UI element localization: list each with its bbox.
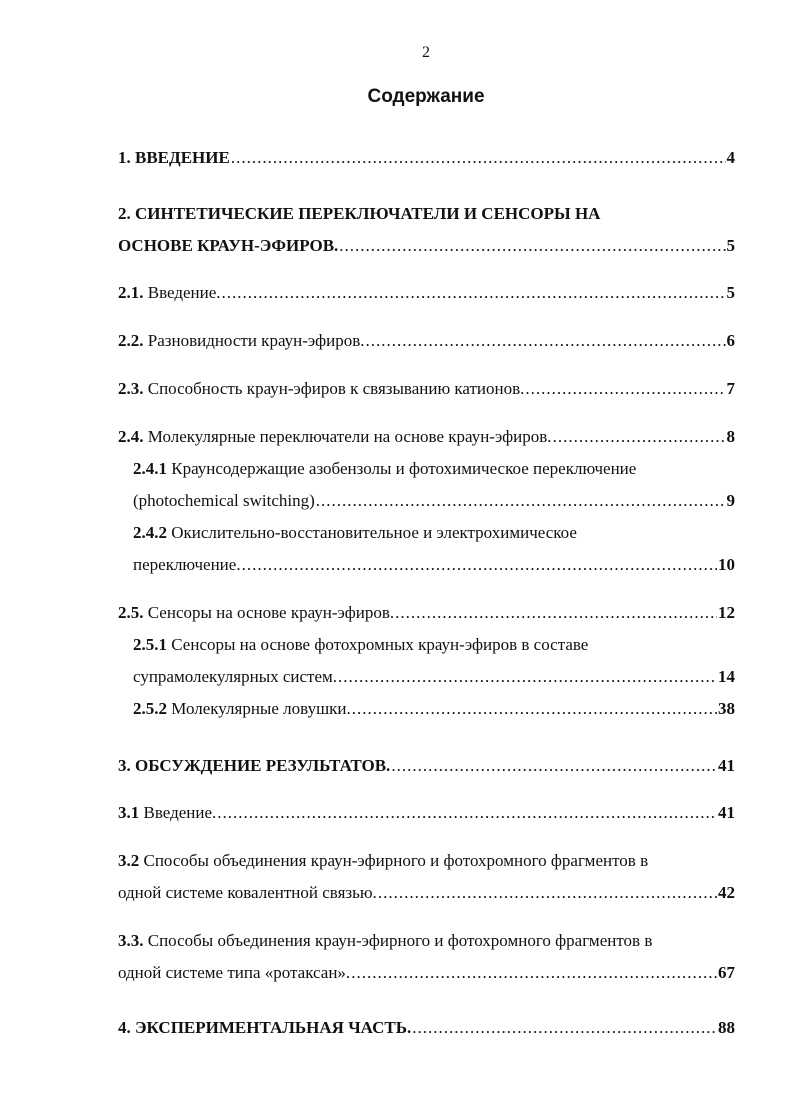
toc-entry-title-line2: переключение.: [133, 555, 241, 574]
dot-leader: [338, 661, 717, 693]
dot-leader: [391, 750, 717, 782]
toc-entry-number: 2.1.: [118, 283, 144, 302]
toc-entry-title-line1: СИНТЕТИЧЕСКИЕ ПЕРЕКЛЮЧАТЕЛИ И СЕНСОРЫ НА: [135, 204, 601, 223]
toc-entry-number: 2.4.1: [133, 459, 167, 478]
toc-entry-title-line1: Краунсодержащие азобензолы и фотохимическое переключение: [171, 459, 637, 478]
toc-entry-title: Сенсоры на основе краун-эфиров.: [147, 603, 395, 622]
toc-entry-1[interactable]: [118, 142, 735, 174]
toc-entry-2-3[interactable]: [118, 373, 735, 405]
dot-leader: [339, 230, 725, 262]
toc-entry-3-3[interactable]: [118, 925, 735, 989]
toc-entry-number: 2.5.1: [133, 635, 167, 654]
toc-entry-title: ОБСУЖДЕНИЕ РЕЗУЛЬТАТОВ.: [135, 756, 391, 775]
toc-entry-number: 2.2.: [118, 331, 144, 350]
toc-entry-title-line2: ОСНОВЕ КРАУН-ЭФИРОВ.: [118, 236, 339, 255]
dot-leader: [222, 277, 726, 309]
toc-entry-number: 2.3.: [118, 379, 144, 398]
toc-entry-title: Молекулярные переключатели на основе краун-эфиров.: [147, 427, 552, 446]
toc-entry-page: 5: [726, 236, 735, 255]
toc-entry-number: 2.5.: [118, 603, 144, 622]
toc-entry-title-line2: одной системе ковалентной связью.: [118, 883, 377, 902]
toc-entry-page: 8: [726, 427, 735, 446]
toc-entry-2-5-2[interactable]: [133, 693, 735, 725]
toc-entry-2-4[interactable]: [118, 421, 735, 453]
dot-leader: [378, 877, 717, 909]
toc-entry-3-2[interactable]: [118, 845, 735, 909]
dot-leader: [525, 373, 725, 405]
toc-entry-title-line1: Окислительно-восстановительное и электрохимическое: [171, 523, 577, 542]
toc-entry-title: ВВЕДЕНИЕ: [135, 148, 230, 167]
toc-entry-page: 10: [718, 555, 735, 574]
toc-entry-number: 3.3.: [118, 931, 144, 950]
dot-leader: [231, 142, 726, 174]
toc-entry-title: Молекулярные ловушки.: [171, 699, 351, 718]
toc-entry-2-4-1[interactable]: [133, 453, 735, 517]
toc-entry-page: 12: [718, 603, 735, 622]
toc-entry-number: 2.5.2: [133, 699, 167, 718]
toc-entry-title-line2: супрамолекулярных систем.: [133, 667, 338, 686]
toc-entry-title-line1: Способы объединения краун-эфирного и фотохромного фрагментов в: [147, 931, 653, 950]
toc-entry-title-line2: (photochemical switching): [133, 491, 315, 510]
toc-entry-page: 9: [726, 491, 735, 510]
toc-entry-number: 3.1: [118, 803, 140, 822]
toc-entry-2-5[interactable]: [118, 597, 735, 629]
dot-leader: [351, 957, 717, 989]
dot-leader: [242, 549, 717, 581]
toc-entry-page: 5: [726, 283, 735, 302]
toc-entry-2-1[interactable]: [118, 277, 735, 309]
toc-entry-number: 4.: [118, 1018, 131, 1037]
dot-leader: [217, 797, 717, 829]
toc-entry-page: 6: [726, 331, 735, 350]
toc-entry-page: 7: [726, 379, 735, 398]
toc-entry-2-4-2[interactable]: [133, 517, 735, 581]
toc-entry-2-5-1[interactable]: [133, 629, 735, 693]
toc-entry-number: 2.: [118, 204, 131, 223]
toc-entry-title: Введение.: [147, 283, 221, 302]
toc-entry-3[interactable]: [118, 750, 735, 782]
toc-entry-page: 88: [718, 1018, 735, 1037]
toc-entry-page: 41: [718, 803, 735, 822]
toc-entry-title: ЭКСПЕРИМЕНТАЛЬНАЯ ЧАСТЬ.: [135, 1018, 412, 1037]
toc-entry-2[interactable]: [118, 198, 735, 262]
toc-entry-page: 41: [718, 756, 735, 775]
dot-leader: [365, 325, 725, 357]
dot-leader: [395, 597, 717, 629]
toc-entry-4[interactable]: [118, 1012, 735, 1044]
toc-entry-number: 3.2: [118, 851, 140, 870]
dot-leader: [412, 1012, 717, 1044]
toc-entry-page: 4: [726, 148, 735, 167]
page-number: 2: [422, 44, 430, 61]
toc-entry-title: Способность краун-эфиров к связыванию катионов.: [147, 379, 525, 398]
toc-entry-number: 3.: [118, 756, 131, 775]
toc-entry-2-2[interactable]: [118, 325, 735, 357]
toc-entry-title: Введение.: [143, 803, 217, 822]
toc-entry-page: 67: [718, 963, 735, 982]
toc-entry-3-1[interactable]: [118, 797, 735, 829]
toc-title: Содержание: [367, 86, 485, 107]
toc-entry-number: 2.4.2: [133, 523, 167, 542]
toc-entry-page: 42: [718, 883, 735, 902]
toc-entry-title: Разновидности краун-эфиров.: [147, 331, 365, 350]
dot-leader: [553, 421, 726, 453]
toc-entry-title-line1: Способы объединения краун-эфирного и фотохромного фрагментов в: [143, 851, 649, 870]
toc-entry-number: 2.4.: [118, 427, 144, 446]
toc-entry-number: 1.: [118, 148, 131, 167]
dot-leader: [316, 485, 726, 517]
toc-entry-page: 38: [718, 699, 735, 718]
toc-entry-title-line2: одной системе типа «ротаксан».: [118, 963, 351, 982]
toc-entry-page: 14: [718, 667, 735, 686]
toc-entry-title-line1: Сенсоры на основе фотохромных краун-эфиров в составе: [171, 635, 589, 654]
dot-leader: [352, 693, 717, 725]
